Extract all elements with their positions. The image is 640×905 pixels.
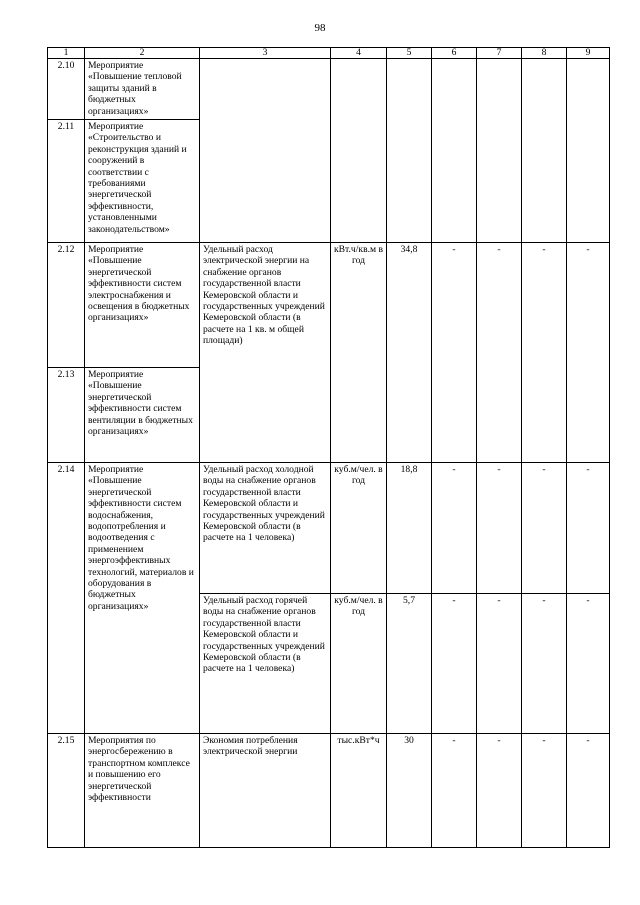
- col9-cell: -: [567, 463, 610, 594]
- col7-cell: -: [477, 734, 522, 848]
- header-cell: 8: [522, 48, 567, 59]
- header-cell: 1: [48, 48, 85, 59]
- header-cell: 9: [567, 48, 610, 59]
- col8-cell: -: [522, 463, 567, 594]
- col6-cell: -: [432, 734, 477, 848]
- event-cell: Мероприятие «Повышение энергетической эффективности систем электроснабжения и освещения в бюджетных организациях»: [85, 243, 200, 368]
- event-cell: Мероприятия по энергосбережению в транспортном комплексе и повышению его энергетической эффективности: [85, 734, 200, 848]
- value-cell: 34,8: [387, 243, 432, 463]
- event-cell: Мероприятие «Повышение энергетической эффективности систем вентиляции в бюджетных организациях»: [85, 368, 200, 463]
- unit-cell: куб.м/чел. в год: [331, 594, 387, 734]
- col9-cell-empty: [567, 59, 610, 243]
- col9-cell: -: [567, 734, 610, 848]
- col7-cell: -: [477, 594, 522, 734]
- col8-cell: -: [522, 734, 567, 848]
- unit-cell: кВт.ч/кв.м в год: [331, 243, 387, 463]
- header-cell: 4: [331, 48, 387, 59]
- row-number: 2.14: [48, 463, 85, 734]
- table-row: [48, 59, 610, 120]
- table-row: [48, 734, 610, 848]
- page-number: 98: [314, 22, 326, 34]
- event-cell: Мероприятие «Повышение тепловой защиты зданий в бюджетных организациях»: [85, 59, 200, 120]
- col7-cell: -: [477, 243, 522, 463]
- col8-cell-empty: [522, 59, 567, 243]
- indicator-cell-empty: [200, 59, 331, 243]
- col9-cell: -: [567, 594, 610, 734]
- row-number: 2.10: [48, 59, 85, 120]
- col6-cell: -: [432, 243, 477, 463]
- header-cell: 5: [387, 48, 432, 59]
- header-row: [48, 48, 610, 59]
- col8-cell: -: [522, 243, 567, 463]
- indicator-cell: Удельный расход электрической энергии на снабжение органов государственной власти Кемеровской области и государственных учреждений Кемеровской области (в расчете на 1 кв. м общей площади): [200, 243, 331, 463]
- col6-cell-empty: [432, 59, 477, 243]
- unit-cell: куб.м/чел. в год: [331, 463, 387, 594]
- event-cell: Мероприятие «Строительство и реконструкция зданий и сооружений в соответствии с требованиями энергетической эффективности, установленными законодательством»: [85, 120, 200, 243]
- header-cell: 2: [85, 48, 200, 59]
- col6-cell: -: [432, 594, 477, 734]
- col7-cell: -: [477, 463, 522, 594]
- table-row: [48, 463, 610, 594]
- indicators-table: [47, 47, 610, 848]
- value-cell-empty: [387, 59, 432, 243]
- table-row: [48, 243, 610, 368]
- value-cell: 5,7: [387, 594, 432, 734]
- unit-cell-empty: [331, 59, 387, 243]
- header-cell: 7: [477, 48, 522, 59]
- indicator-cell: Удельный расход горячей воды на снабжение органов государственной власти Кемеровской области и государственных учреждений Кемеровской области (в расчете на 1 человека): [200, 594, 331, 734]
- indicator-cell: Экономия потребления электрической энергии: [200, 734, 331, 848]
- col6-cell: -: [432, 463, 477, 594]
- value-cell: 18,8: [387, 463, 432, 594]
- row-number: 2.13: [48, 368, 85, 463]
- value-cell: 30: [387, 734, 432, 848]
- event-cell: Мероприятие «Повышение энергетической эффективности систем водоснабжения, водопотребления и водоотведения с применением энергоэффективных технологий, материалов и оборудования в бюджетных организациях»: [85, 463, 200, 734]
- col9-cell: -: [567, 243, 610, 463]
- col8-cell: -: [522, 594, 567, 734]
- header-cell: 6: [432, 48, 477, 59]
- col7-cell-empty: [477, 59, 522, 243]
- row-number: 2.11: [48, 120, 85, 243]
- header-cell: 3: [200, 48, 331, 59]
- row-number: 2.12: [48, 243, 85, 368]
- unit-cell: тыс.кВт*ч: [331, 734, 387, 848]
- indicator-cell: Удельный расход холодной воды на снабжение органов государственной власти Кемеровской области и государственных учреждений Кемеровской области (в расчете на 1 человека): [200, 463, 331, 594]
- row-number: 2.15: [48, 734, 85, 848]
